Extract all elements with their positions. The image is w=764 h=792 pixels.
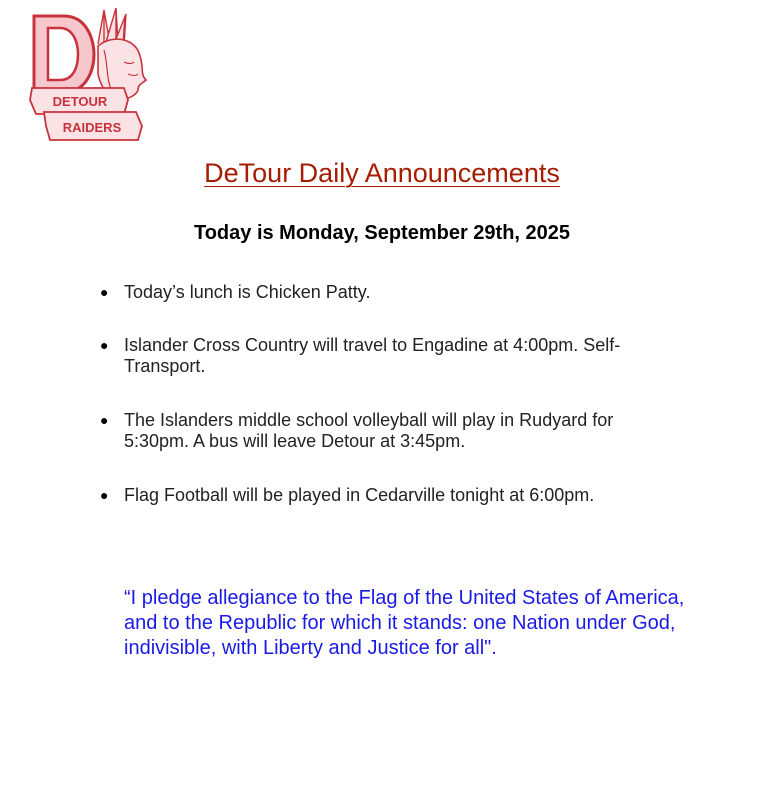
date-heading: Today is Monday, September 29th, 2025 [193, 222, 571, 244]
announcement-text: Today’s lunch is Chicken Patty. [124, 282, 371, 302]
announcement-item [100, 485, 660, 506]
logo-banner-bottom: RAIDERS [62, 120, 122, 135]
pledge-of-allegiance: “I pledge allegiance to the Flag of the United States of America, and to the Republic for which it stands: one Nation under God, indivisible, with Liberty and Justice for all". [124, 587, 685, 659]
announcement-item [100, 410, 660, 452]
bullet-icon: ● [100, 337, 109, 353]
bullet-icon: ● [100, 412, 109, 428]
announcement-item [100, 335, 660, 377]
raider-logo-graphic [28, 4, 150, 142]
bullet-icon: ● [100, 284, 109, 300]
announcement-item [100, 282, 660, 303]
announcement-text: The Islanders middle school volleyball will play in Rudyard for 5:30pm. A bus will leave Detour at 3:45pm. [124, 410, 614, 451]
logo-banner-top: DETOUR [52, 94, 108, 109]
announcement-text: Flag Football will be played in Cedarville tonight at 6:00pm. [124, 485, 595, 505]
page-title: DeTour Daily Announcements [204, 158, 560, 188]
school-logo [28, 4, 150, 142]
announcement-text: Islander Cross Country will travel to Engadine at 4:00pm. Self-Transport. [124, 335, 621, 376]
announcement-list [100, 282, 660, 506]
bullet-icon: ● [100, 487, 109, 503]
